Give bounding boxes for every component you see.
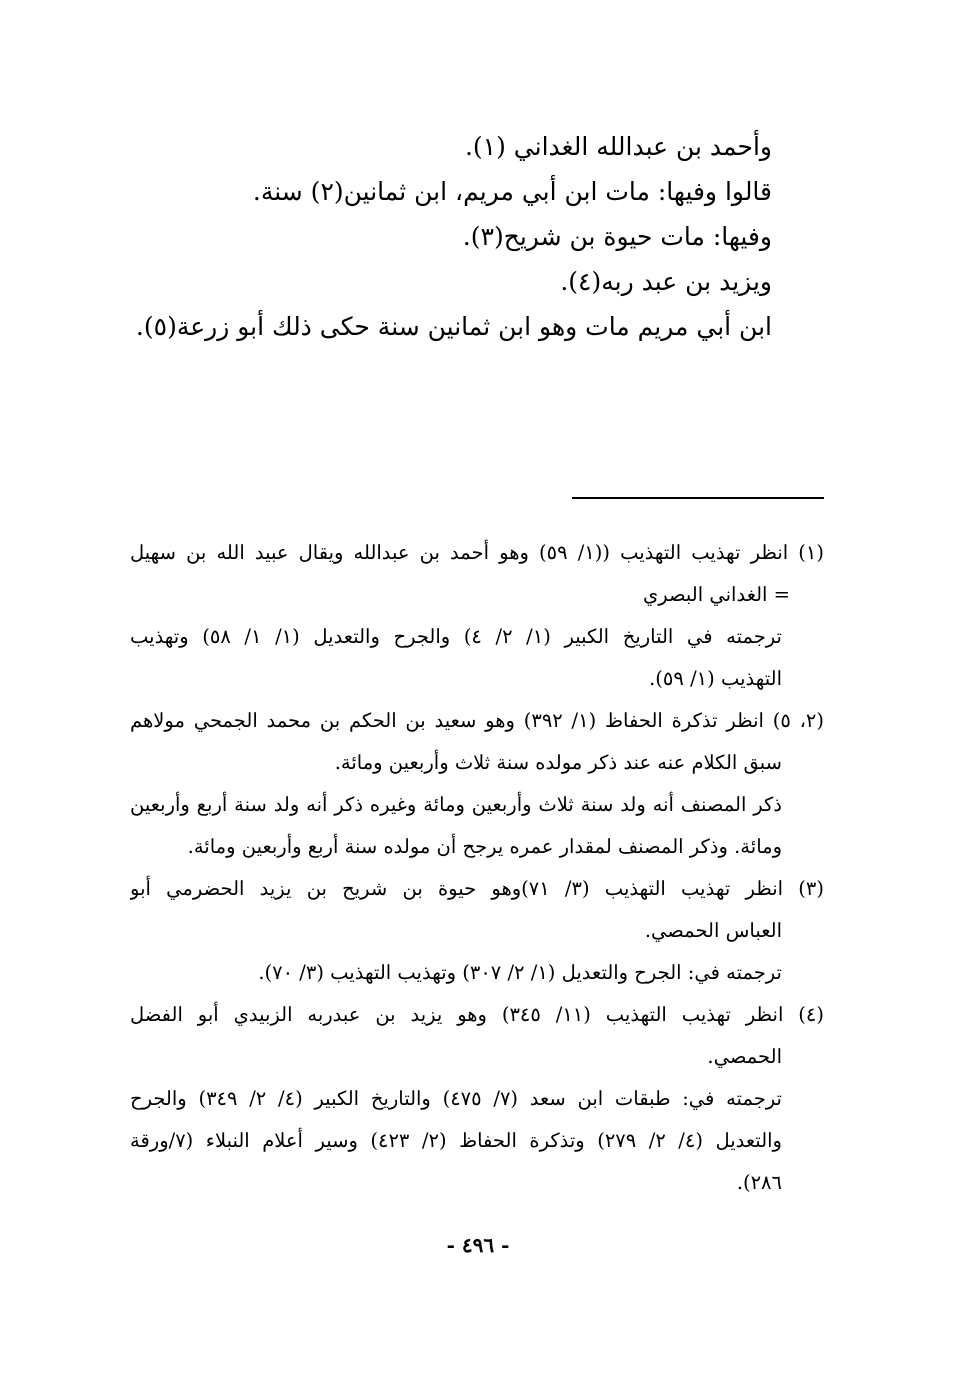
footnote-1-line-3: ترجمته في التاريخ الكبير (١/ ٢/ ٤) والجرح والتعديل (١/ ١/ ٥٨) وتهذيب bbox=[130, 625, 782, 648]
footnote-4-line-1: (٤) انظر تهذيب التهذيب (١١/ ٣٤٥) وهو يزيد بن عبدربه الزبيدي أبو الفضل bbox=[130, 1003, 824, 1026]
footnote-2-line-2: سبق الكلام عنه عند ذكر مولده سنة ثلاث وأربعين ومائة. bbox=[334, 751, 782, 774]
footnote-3 bbox=[130, 868, 824, 994]
footnote-1 bbox=[130, 532, 824, 700]
footnote-4-line-5: ٢٨٦). bbox=[736, 1171, 782, 1194]
footnote-4-line-3: ترجمته في: طبقات ابن سعد (٧/ ٤٧٥) والتاريخ الكبير (٤/ ٢/ ٣٤٩) والجرح bbox=[130, 1087, 782, 1110]
main-line-4: ويزيد بن عبد ربه(٤). bbox=[560, 267, 772, 296]
footnote-3-line-2: العباس الحمصي. bbox=[644, 919, 782, 942]
main-line-5: ابن أبي مريم مات وهو ابن ثمانين سنة حكى ذلك أبو زرعة(٥). bbox=[135, 312, 772, 341]
footnote-2-line-1: (٢، ٥) انظر تذكرة الحفاظ (١/ ٣٩٢) وهو سعيد بن الحكم بن محمد الجمحي مولاهم bbox=[130, 709, 824, 732]
footnote-3-line-3: ترجمته في: الجرح والتعديل (١/ ٢/ ٣٠٧) وتهذيب التهذيب (٣/ ٧٠). bbox=[258, 961, 782, 984]
main-line-1: وأحمد بن عبدالله الغداني (١). bbox=[464, 132, 772, 161]
main-line-3: وفيها: مات حيوة بن شريح(٣). bbox=[462, 222, 772, 251]
footnote-separator bbox=[572, 497, 824, 499]
footnote-2 bbox=[130, 700, 824, 868]
footnote-4-line-4: والتعديل (٤/ ٢/ ٢٧٩) وتذكرة الحفاظ (٢/ ٤٢٣) وسير أعلام النبلاء (٧/ورقة bbox=[130, 1129, 782, 1152]
footnotes bbox=[130, 532, 824, 1204]
footnote-1-line-2: = الغداني البصري bbox=[642, 583, 790, 606]
main-text bbox=[130, 124, 772, 349]
footnote-4 bbox=[130, 994, 824, 1204]
main-line-2: قالوا وفيها: مات ابن أبي مريم، ابن ثمانين(٢) سنة. bbox=[252, 177, 772, 206]
footnote-4-line-2: الحمصي. bbox=[707, 1045, 782, 1068]
footnote-1-line-1: (١) انظر تهذيب التهذيب ((١/ ٥٩) وهو أحمد بن عبدالله ويقال عبيد الله بن سهيل bbox=[130, 541, 824, 564]
footnote-3-line-1: (٣) انظر تهذيب التهذيب (٣/ ٧١)وهو حيوة بن شريح بن يزيد الحضرمي أبو bbox=[130, 877, 824, 900]
footnote-2-line-4: ومائة. وذكر المصنف لمقدار عمره يرجح أن مولده سنة أربع وأربعين ومائة. bbox=[187, 835, 782, 858]
footnote-1-line-4: التهذيب (١/ ٥٩). bbox=[649, 667, 782, 690]
footnote-2-line-3: ذكر المصنف أنه ولد سنة ثلاث وأربعين ومائة وغيره ذكر أنه ولد سنة أربع وأربعين bbox=[130, 793, 782, 816]
page-number: - ٤٩٦ - bbox=[446, 1233, 510, 1257]
